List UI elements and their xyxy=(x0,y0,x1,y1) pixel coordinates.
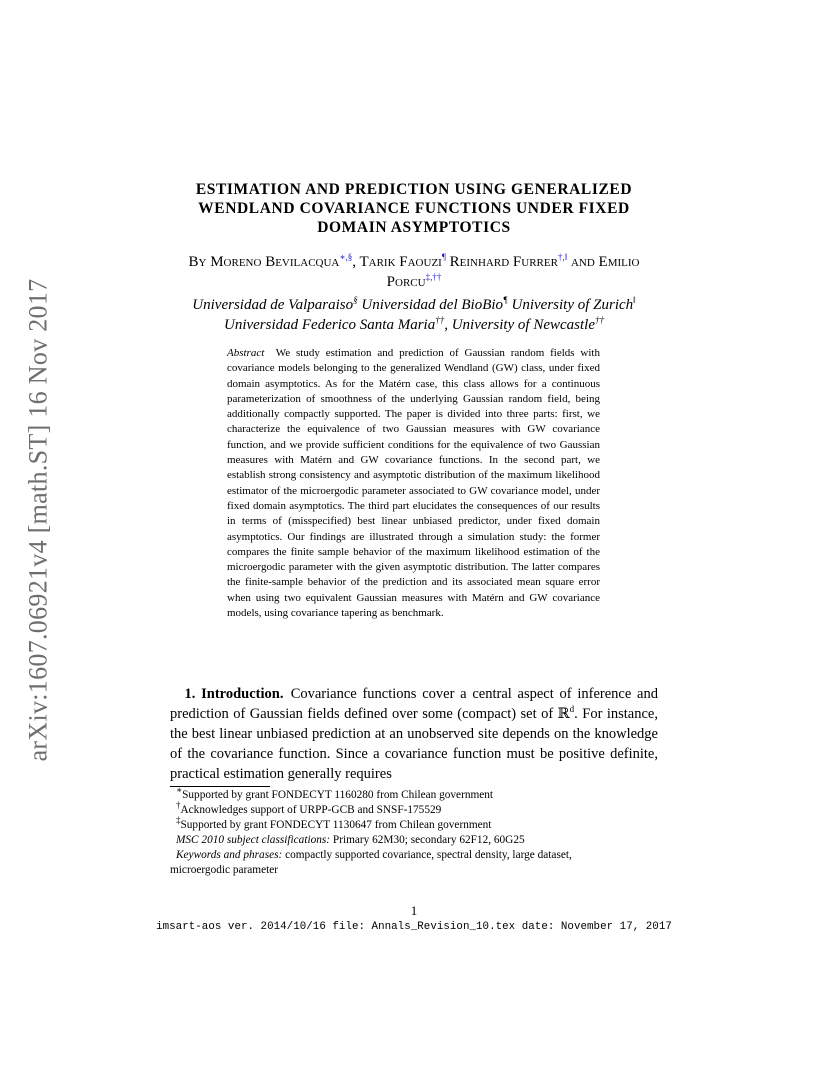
footnote-1 xyxy=(170,785,660,803)
affiliations-line-1 xyxy=(150,295,678,315)
affiliation-4-mark: †† xyxy=(435,315,445,325)
msc-text: Primary 62M30; secondary 62F12, 60G25 xyxy=(332,834,525,847)
intro-text-after: . For instance, the best linear unbiased prediction at an unobserved site depends on the knowledge of the covariance function. Since a covariance function must be positive definite, practical estimation generally requires xyxy=(170,706,658,782)
section-title: 1. Introduction. xyxy=(184,686,284,702)
title-line-3: DOMAIN ASYMPTOTICS xyxy=(317,219,511,236)
title-line-2: WENDLAND COVARIANCE FUNCTIONS UNDER FIXED xyxy=(198,200,630,217)
footnote-2-text: Acknowledges support of URPP-GCB and SNSF-175529 xyxy=(180,804,442,817)
title-line-1: ESTIMATION AND PREDICTION USING GENERALIZED xyxy=(195,181,633,198)
footnote-3 xyxy=(170,815,660,833)
and-label: and xyxy=(570,254,595,270)
affiliations xyxy=(150,295,678,335)
footnote-1-text: Supported by grant FONDECYT 1160280 from Chilean government xyxy=(182,789,494,801)
arxiv-stamp-text: arXiv:1607.06921v4 [math.ST] 16 Nov 2017 xyxy=(23,278,52,762)
arxiv-side-stamp xyxy=(16,265,60,775)
affiliation-3-mark: ‖ xyxy=(633,295,636,305)
author-1-marks[interactable]: ∗,§ xyxy=(339,252,353,262)
affiliation-valparaiso: Universidad de Valparaiso xyxy=(192,297,354,313)
footnotes xyxy=(170,785,660,879)
affiliation-2-mark: ¶ xyxy=(503,295,508,305)
author-2-marks[interactable]: ¶ xyxy=(441,252,446,262)
footnote-3-mark: ‡ xyxy=(176,815,181,826)
intro-text-before: Covariance functions cover a central aspect of inference and prediction of Gaussian fields defined over some (compact) set of ℝ xyxy=(170,686,658,722)
author-furrer: Reinhard Furrer xyxy=(449,254,558,270)
author-3-marks[interactable]: †,‖ xyxy=(557,252,568,262)
affiliation-5-mark: †† xyxy=(595,315,605,325)
affiliation-santa-maria: Universidad Federico Santa Maria xyxy=(223,317,436,333)
author-4-marks[interactable]: ‡,†† xyxy=(425,272,442,282)
paper-title xyxy=(160,180,668,237)
abstract xyxy=(227,346,600,621)
keywords xyxy=(170,848,660,863)
abstract-label: Abstract xyxy=(227,347,265,359)
author-porcu: Emilio Porcu xyxy=(386,254,640,290)
footnote-3-text: Supported by grant FONDECYT 1130647 from Chilean government xyxy=(180,819,492,832)
affiliation-newcastle: University of Newcastle xyxy=(451,317,596,333)
page-number: 1 xyxy=(410,903,418,918)
footnote-rule xyxy=(170,786,270,787)
footnote-2-mark: † xyxy=(176,800,181,811)
msc-label: MSC 2010 subject classifications: xyxy=(176,834,331,847)
author-faouzi: Tarik Faouzi xyxy=(359,254,442,270)
author-bevilacqua: Moreno Bevilacqua xyxy=(210,254,340,270)
keywords-label: Keywords and phrases: xyxy=(176,849,283,862)
by-label: By xyxy=(188,254,207,270)
affiliation-zurich: University of Zurich xyxy=(511,297,634,313)
footer-line: imsart-aos ver. 2014/10/16 file: Annals_Revision_10.tex date: November 17, 2017 xyxy=(156,921,672,933)
msc-classifications xyxy=(170,833,660,848)
keywords-continuation: microergodic parameter xyxy=(170,864,278,877)
footnote-2 xyxy=(170,800,660,818)
intro-superscript: d xyxy=(569,704,575,715)
footnote-1-mark: ∗ xyxy=(176,785,183,796)
affiliation-1-mark: § xyxy=(353,295,358,305)
introduction-paragraph xyxy=(170,684,658,784)
affiliations-line-2: Universidad Federico Santa Maria††, University of Newcastle†† xyxy=(223,315,605,333)
keywords-text: compactly supported covariance, spectral density, large dataset, xyxy=(285,849,572,862)
author-list: By Moreno Bevilacqua∗,§, Tarik Faouzi¶ Reinhard Furrer†,‖ and Emilio Porcu‡,†† xyxy=(188,252,640,290)
abstract-text: We study estimation and prediction of Gaussian random fields with covariance models belonging to the generalized Wendland (GW) class, under fixed domain asymptotics. As for the Matérn case, this class allows for a continuous parameterization of smoothness of the underlying Gaussian random field, being additionally compactly supported. The paper is divided into three parts: first, we characterize the equivalence of two Gaussian measures with GW covariance function, and we provide sufficient conditions for the equivalence of two Gaussian measures with Matérn and GW covariance functions. In the second part, we establish strong consistency and asymptotic distribution of the maximum likelihood estimator of the microergodic parameter associated to GW covariance model, under fixed domain asymptotics. The third part elucidates the consequences of our results in terms of (misspecified) best linear unbiased predictor, under fixed domain asymptotics. Our findings are illustrated through a simulation study: the former compares the finite sample behavior of the maximum likelihood estimation of the microergodic parameter with the given asymptotic distribution. The latter compares the finite-sample behavior of the prediction and its associated mean square error when using two equivalent Gaussian measures with Matérn and GW covariance models, using covariance tapering as benchmark. xyxy=(227,347,600,620)
affiliation-biobio: Universidad del BioBio xyxy=(361,297,504,313)
